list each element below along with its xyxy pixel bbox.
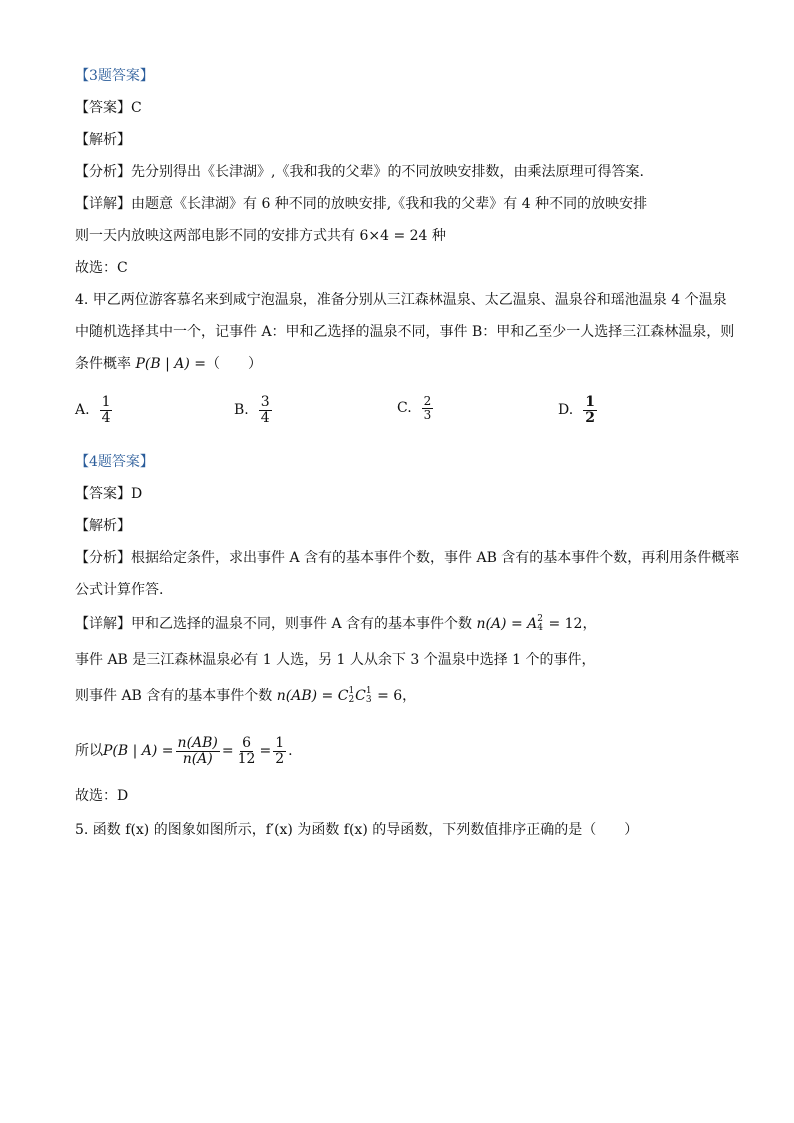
- option-a-fraction: $\frac{1}{4}$: [101, 394, 111, 426]
- frac-1-2: $\frac{1}{2}$: [275, 734, 285, 767]
- q4-jiexi: 【解析】: [75, 518, 131, 534]
- fenxi-tag: 【分析】: [75, 164, 131, 180]
- q4-fenxi-line2: 公式计算作答.: [75, 582, 164, 598]
- q4-answer: 【答案】D: [75, 486, 143, 502]
- frac-nab-na: $\frac{n(AB)}{n(A)}$: [177, 734, 218, 767]
- q3-fenxi: [75, 162, 644, 182]
- conditional-prob-expr: P(B | A): [135, 356, 190, 372]
- option-b: B. $\frac{3}{4}$: [234, 394, 270, 426]
- answer-value: C: [131, 100, 142, 116]
- na-expr: n(A) = A: [476, 616, 538, 632]
- arrangement-indices: 2 4: [537, 614, 543, 633]
- option-c: C. $\frac{2}{3}$: [397, 394, 432, 422]
- option-c-fraction: $\frac{2}{3}$: [423, 394, 432, 422]
- q4-stem-line1: 4. 甲乙两位游客慕名来到咸宁泡温泉，准备分别从三江森林温泉、太乙温泉、温泉谷和瑶池温泉 4 个温泉: [75, 292, 727, 308]
- q4-line-nab: 则事件 AB 含有的基本事件个数 n(AB) = C 1 2 C 1 3 = 6，: [75, 686, 417, 705]
- option-b-fraction: $\frac{3}{4}$: [260, 394, 270, 426]
- q4-choose: 故选：D: [75, 788, 129, 804]
- q4-formula-line: 所以 P(B | A) = $\frac{n(AB)}{n(A)}$ = $\frac{6}{12}$ = $\frac{1}{2}$ .: [75, 734, 293, 767]
- frac-6-12: $\frac{6}{12}$: [237, 734, 256, 767]
- q3-line2: 则一天内放映这两部电影不同的安排方式共有 6×4 = 24 种: [75, 228, 446, 244]
- q4-xiangjie: 【详解】甲和乙选择的温泉不同，则事件 A 含有的基本事件个数 n(A) = A 2 4 = 12，: [75, 614, 597, 633]
- fenxi-text: 先分别得出《长津湖》,《我和我的父辈》的不同放映安排数，由乘法原理可得答案.: [131, 164, 644, 180]
- answer-tag: 【答案】: [75, 100, 131, 116]
- q4-line-ab: 事件 AB 是三江森林温泉必有 1 人选，另 1 人从余下 3 个温泉中选择 1 个的事件，: [75, 652, 596, 668]
- q4-stem-line2: 中随机选择其中一个，记事件 A：甲和乙选择的温泉不同，事件 B：甲和乙至少一人选择三江森林温泉，则: [75, 324, 735, 340]
- xiangjie-tag: 【详解】: [75, 196, 131, 212]
- q4-stem-line3: 条件概率 P(B | A) =（ ）: [75, 356, 262, 372]
- option-d: D. $\frac{1}{2}$: [558, 394, 595, 426]
- combination-indices-2: 1 3: [365, 686, 372, 705]
- q3-jiexi: 【解析】: [75, 132, 131, 148]
- q4-fenxi-line1: 【分析】根据给定条件，求出事件 A 含有的基本事件个数，事件 AB 含有的基本事件个数，再利用条件概率: [75, 550, 740, 566]
- q3-answer: [75, 98, 142, 118]
- q3-xiangjie: [75, 194, 647, 214]
- nab-expr: n(AB) = C: [276, 688, 349, 704]
- xiangjie-text: 由题意《长津湖》有 6 种不同的放映安排,《我和我的父辈》有 4 种不同的放映安排: [131, 196, 648, 212]
- q5-stem: 5. 函数 f(x) 的图象如图所示，f′(x) 为函数 f(x) 的导函数，下列数值排序正确的是（ ）: [75, 822, 639, 838]
- q3-header: 【3题答案】: [75, 68, 154, 84]
- option-d-fraction: $\frac{1}{2}$: [585, 394, 595, 426]
- combination-indices-1: 1 2: [348, 686, 355, 705]
- option-a: A. $\frac{1}{4}$: [75, 394, 111, 426]
- q3-choose: 故选：C: [75, 260, 128, 276]
- q4-header: 【4题答案】: [75, 454, 154, 470]
